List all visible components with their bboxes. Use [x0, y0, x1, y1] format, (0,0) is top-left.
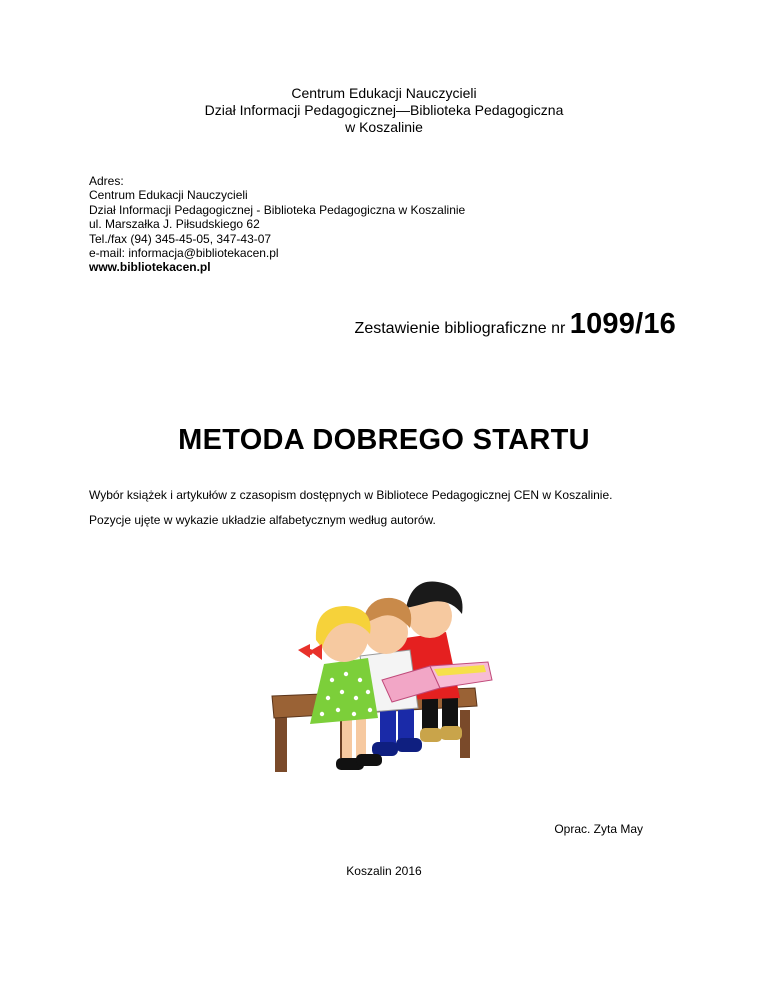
address-phone: Tel./fax (94) 345-45-05, 347-43-07: [89, 231, 272, 246]
address-block: [89, 174, 465, 275]
author-credit: Oprac. Zyta May: [554, 822, 643, 836]
address-line-1: Centrum Edukacji Nauczycieli: [89, 188, 248, 203]
place-and-year: Koszalin 2016: [346, 864, 422, 878]
address-line-2: Dział Informacji Pedagogicznej - Biblioteka Pedagogiczna w Koszalinie: [89, 202, 466, 217]
header-line-2: Dział Informacji Pedagogicznej—Biblioteka Pedagogiczna: [204, 102, 564, 118]
bibliography-reference: [355, 306, 676, 347]
document-title: METODA DOBREGO STARTU: [178, 424, 590, 456]
description-line-1: Wybór książek i artykułów z czasopism dostępnych w Bibliotece Pedagogicznej CEN w Koszalinie.: [89, 488, 613, 502]
description-line-2: Pozycje ujęte w wykazie układzie alfabetycznym według autorów.: [89, 513, 436, 527]
header-line-1: Centrum Edukacji Nauczycieli: [291, 85, 477, 101]
address-email: e-mail: informacja@bibliotekacen.pl: [89, 246, 279, 261]
institution-header: [0, 85, 768, 136]
website-link[interactable]: www.bibliotekacen.pl: [89, 260, 211, 275]
hair-bow-icon: [298, 644, 322, 660]
children-reading-illustration: [270, 568, 500, 778]
header-line-3: w Koszalinie: [345, 119, 423, 135]
reference-label: Zestawienie bibliograficzne nr: [354, 320, 570, 337]
reference-number: 1099/16: [569, 308, 676, 340]
address-line-3: ul. Marszałka J. Piłsudskiego 62: [89, 217, 260, 232]
address-label: Adres:: [89, 174, 124, 188]
